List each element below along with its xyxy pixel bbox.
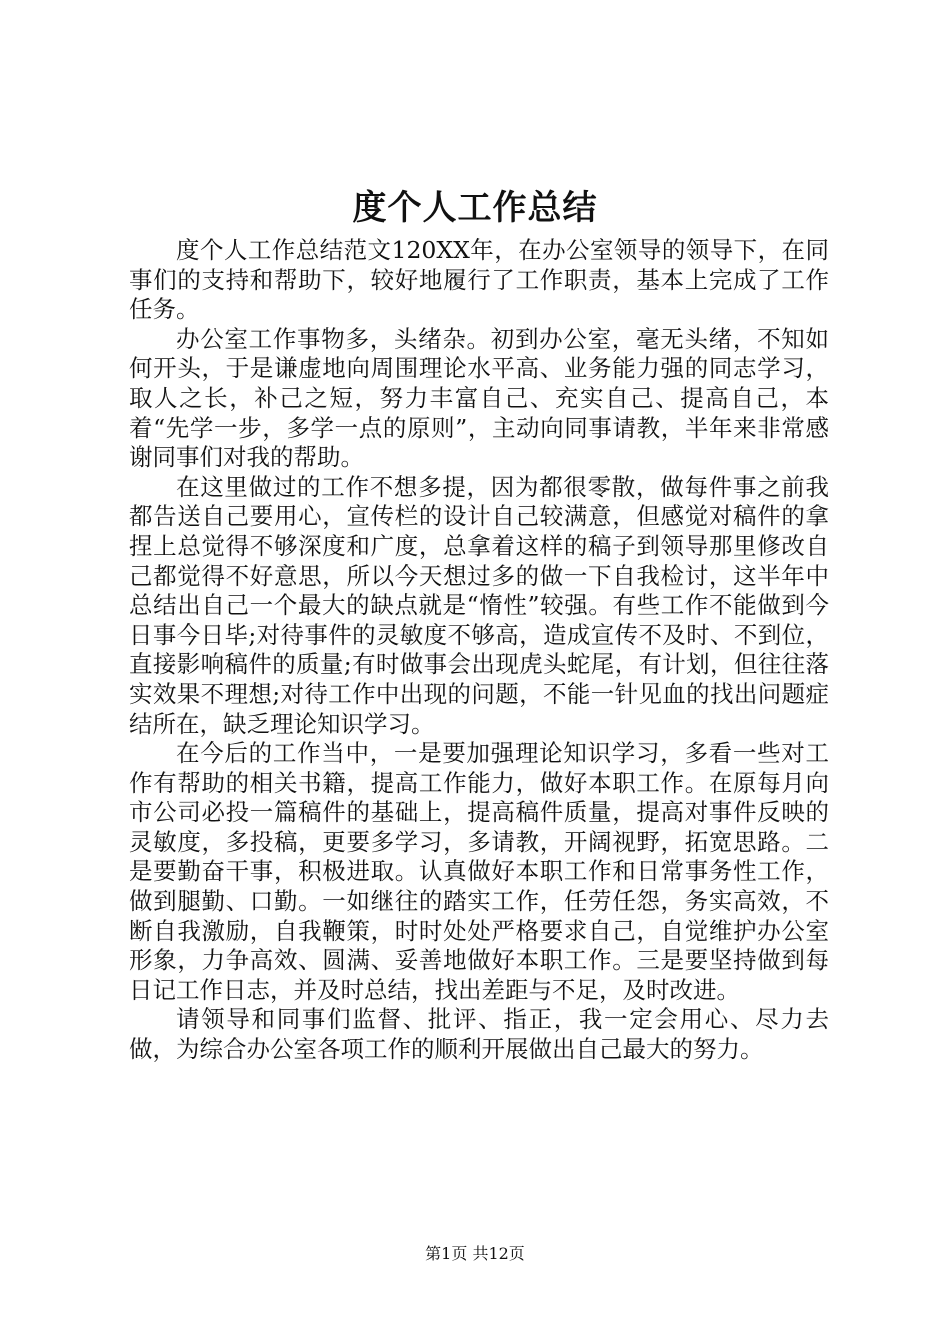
document-title: 度个人工作总结 [352,188,598,228]
page-number-footer: 第1页 共12页 [425,1244,525,1263]
paragraph-4: 在今后的工作当中，一是要加强理论知识学习，多看一些对工作有帮助的相关书籍，提高工作能力，做好本职工作。在原每月向市公司必投一篇稿件的基础上，提高稿件质量，提高对事件反映的灵敏度，多投稿，更要多学习，多请教，开阔视野，拓宽思路。二是要勤奋干事，积极进取。认真做好本职工作和日常事务性工作，做到腿勤、口勤。一如继往的踏实工作，任劳任怨，务实高效，不断自我激励，自我鞭策，时时处处严格要求自己，自觉维护办公室形象，力争高效、圆满、妥善地做好本职工作。三是要坚持做到每日记工作日志，并及时总结，找出差距与不足，及时改进。 [129,739,829,1004]
document-body [129,236,829,1065]
paragraph-3: 在这里做过的工作不想多提，因为都很零散，做每件事之前我都告送自己要用心，宣传栏的设计自己较满意，但感觉对稿件的拿捏上总觉得不够深度和广度，总拿着这样的稿子到领导那里修改自己都觉得不好意思，所以今天想过多的做一下自我检讨，这半年中总结出自己一个最大的缺点就是“惰性”较强。有些工作不能做到今日事今日毕;对待事件的灵敏度不够高，造成宣传不及时、不到位，直接影响稿件的质量;有时做事会出现虎头蛇尾，有计划，但往往落实效果不理想;对待工作中出现的问题，不能一针见血的找出问题症结所在，缺乏理论知识学习。 [129,472,829,738]
paragraph-1: 度个人工作总结范文120XX年，在办公室领导的领导下，在同事们的支持和帮助下，较好地履行了工作职责，基本上完成了工作任务。 [129,236,829,324]
paragraph-2: 办公室工作事物多，头绪杂。初到办公室，毫无头绪，不知如何开头，于是谦虚地向周围理论水平高、业务能力强的同志学习，取人之长，补己之短，努力丰富自己、充实自己、提高自己，本着“先学一步，多学一点的原则”，主动向同事请教，半年来非常感谢同事们对我的帮助。 [129,324,829,472]
paragraph-5: 请领导和同事们监督、批评、指正，我一定会用心、尽力去做，为综合办公室各项工作的顺利开展做出自己最大的努力。 [129,1005,829,1064]
